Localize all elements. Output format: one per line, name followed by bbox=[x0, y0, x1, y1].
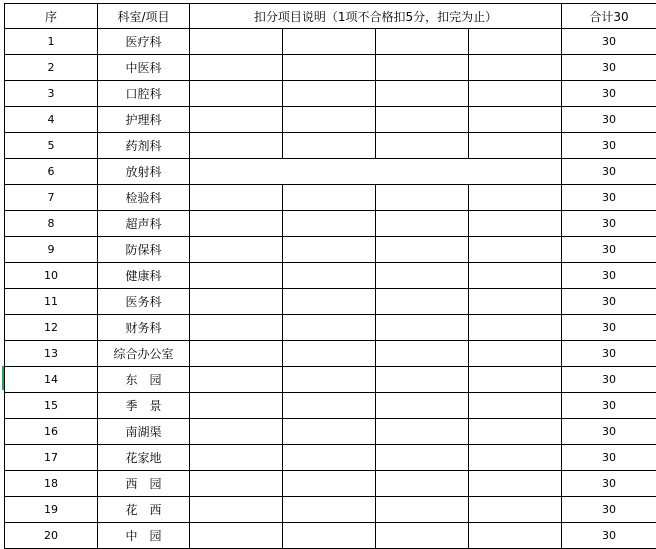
deduction-cell[interactable] bbox=[190, 497, 283, 523]
deduction-cell[interactable] bbox=[190, 315, 283, 341]
department-cell[interactable]: 超声科 bbox=[98, 211, 190, 237]
deduction-cell[interactable] bbox=[376, 263, 469, 289]
table-row bbox=[5, 341, 656, 367]
deduction-cell[interactable] bbox=[376, 367, 469, 393]
deduction-cell[interactable] bbox=[376, 393, 469, 419]
deduction-cell[interactable] bbox=[376, 315, 469, 341]
row-number-cell[interactable]: 11 bbox=[5, 289, 98, 315]
row-number-cell[interactable]: 13 bbox=[5, 341, 98, 367]
department-cell[interactable]: 中医科 bbox=[98, 55, 190, 81]
deduction-cell[interactable] bbox=[283, 133, 376, 159]
table-row bbox=[5, 393, 656, 419]
deduction-cell[interactable] bbox=[469, 367, 562, 393]
total-score-cell[interactable]: 30 bbox=[562, 237, 656, 263]
deduction-cell[interactable] bbox=[469, 237, 562, 263]
deduction-cell[interactable] bbox=[190, 393, 283, 419]
row-number-cell[interactable]: 12 bbox=[5, 315, 98, 341]
deduction-cell[interactable] bbox=[190, 419, 283, 445]
department-cell[interactable]: 健康科 bbox=[98, 263, 190, 289]
deduction-cell[interactable] bbox=[469, 133, 562, 159]
row-number-cell[interactable]: 9 bbox=[5, 237, 98, 263]
deduction-cell[interactable] bbox=[469, 185, 562, 211]
deduction-cell[interactable] bbox=[376, 237, 469, 263]
deduction-cell[interactable] bbox=[283, 341, 376, 367]
row-number-cell[interactable]: 14 bbox=[5, 367, 98, 393]
deduction-cell[interactable] bbox=[283, 497, 376, 523]
total-score-cell[interactable]: 30 bbox=[562, 419, 656, 445]
table-row bbox=[5, 315, 656, 341]
deduction-cell[interactable] bbox=[376, 445, 469, 471]
department-cell[interactable]: 东 园 bbox=[98, 367, 190, 393]
department-cell[interactable]: 花家地 bbox=[98, 445, 190, 471]
deduction-cell[interactable] bbox=[376, 133, 469, 159]
department-cell[interactable]: 财务科 bbox=[98, 315, 190, 341]
deduction-cell[interactable] bbox=[376, 289, 469, 315]
row-number-cell[interactable]: 3 bbox=[5, 81, 98, 107]
table-row bbox=[5, 29, 656, 55]
deduction-cell[interactable] bbox=[469, 107, 562, 133]
table-row bbox=[5, 211, 656, 237]
deduction-cell[interactable] bbox=[190, 185, 283, 211]
deduction-cell[interactable] bbox=[283, 289, 376, 315]
deduction-cell[interactable] bbox=[469, 289, 562, 315]
deduction-cell[interactable] bbox=[469, 341, 562, 367]
deduction-cell[interactable] bbox=[283, 263, 376, 289]
department-cell[interactable]: 护理科 bbox=[98, 107, 190, 133]
row-number-cell[interactable]: 19 bbox=[5, 497, 98, 523]
deduction-cell[interactable] bbox=[190, 289, 283, 315]
deduction-cell[interactable] bbox=[283, 211, 376, 237]
total-score-cell[interactable]: 30 bbox=[562, 263, 656, 289]
total-score-cell[interactable]: 30 bbox=[562, 523, 656, 549]
total-score-cell[interactable]: 30 bbox=[562, 393, 656, 419]
deduction-cell[interactable] bbox=[190, 29, 283, 55]
row-number-cell[interactable]: 17 bbox=[5, 445, 98, 471]
deduction-cell[interactable] bbox=[469, 29, 562, 55]
deduction-cell[interactable] bbox=[283, 81, 376, 107]
deduction-cell[interactable] bbox=[283, 523, 376, 549]
deduction-cell[interactable] bbox=[190, 107, 283, 133]
header-deduction: 扣分项目说明（1项不合格扣5分，扣完为止） bbox=[190, 4, 562, 29]
deduction-cell[interactable] bbox=[469, 419, 562, 445]
total-score-cell[interactable]: 30 bbox=[562, 29, 656, 55]
row-number-cell[interactable]: 1 bbox=[5, 29, 98, 55]
deduction-cell[interactable] bbox=[469, 497, 562, 523]
table-row bbox=[5, 81, 656, 107]
deduction-cell[interactable] bbox=[283, 393, 376, 419]
deduction-cell[interactable] bbox=[376, 471, 469, 497]
deduction-cell[interactable] bbox=[190, 341, 283, 367]
deduction-cell[interactable] bbox=[283, 107, 376, 133]
total-score-cell[interactable]: 30 bbox=[562, 159, 656, 185]
department-cell[interactable]: 季 景 bbox=[98, 393, 190, 419]
total-score-cell[interactable]: 30 bbox=[562, 367, 656, 393]
table-row bbox=[5, 55, 656, 81]
row-number-cell[interactable]: 7 bbox=[5, 185, 98, 211]
total-score-cell[interactable]: 30 bbox=[562, 107, 656, 133]
deduction-cell-merged[interactable] bbox=[190, 159, 562, 185]
deduction-cell[interactable] bbox=[376, 211, 469, 237]
header-dept: 科室/项目 bbox=[98, 4, 190, 29]
deduction-cell[interactable] bbox=[190, 523, 283, 549]
total-score-cell[interactable]: 30 bbox=[562, 55, 656, 81]
department-cell[interactable]: 西 园 bbox=[98, 471, 190, 497]
department-cell[interactable]: 花 西 bbox=[98, 497, 190, 523]
table-row bbox=[5, 289, 656, 315]
header-row bbox=[5, 4, 656, 29]
department-cell[interactable]: 医疗科 bbox=[98, 29, 190, 55]
deduction-cell[interactable] bbox=[376, 55, 469, 81]
department-cell[interactable]: 中 园 bbox=[98, 523, 190, 549]
department-cell[interactable]: 检验科 bbox=[98, 185, 190, 211]
table-row bbox=[5, 107, 656, 133]
deduction-cell[interactable] bbox=[469, 445, 562, 471]
deduction-cell[interactable] bbox=[469, 81, 562, 107]
deduction-cell[interactable] bbox=[376, 523, 469, 549]
deduction-table bbox=[4, 3, 656, 549]
total-score-cell[interactable]: 30 bbox=[562, 471, 656, 497]
total-score-cell[interactable]: 30 bbox=[562, 185, 656, 211]
deduction-cell[interactable] bbox=[283, 315, 376, 341]
deduction-cell[interactable] bbox=[283, 367, 376, 393]
deduction-cell[interactable] bbox=[283, 29, 376, 55]
deduction-cell[interactable] bbox=[376, 341, 469, 367]
table-row bbox=[5, 237, 656, 263]
deduction-cell[interactable] bbox=[190, 211, 283, 237]
table-row bbox=[5, 367, 656, 393]
row-number-cell[interactable]: 2 bbox=[5, 55, 98, 81]
department-cell[interactable]: 医务科 bbox=[98, 289, 190, 315]
department-cell[interactable]: 综合办公室 bbox=[98, 341, 190, 367]
table-row bbox=[5, 185, 656, 211]
table-row bbox=[5, 263, 656, 289]
deduction-cell[interactable] bbox=[190, 81, 283, 107]
deduction-cell[interactable] bbox=[469, 393, 562, 419]
table-row bbox=[5, 523, 656, 549]
deduction-cell[interactable] bbox=[190, 471, 283, 497]
department-cell[interactable]: 药剂科 bbox=[98, 133, 190, 159]
deduction-cell[interactable] bbox=[283, 419, 376, 445]
department-cell[interactable]: 口腔科 bbox=[98, 81, 190, 107]
header-seq: 序 bbox=[5, 4, 98, 29]
header-total: 合计30 bbox=[562, 4, 656, 29]
deduction-cell[interactable] bbox=[469, 263, 562, 289]
row-number-cell[interactable]: 16 bbox=[5, 419, 98, 445]
row-number-cell[interactable]: 4 bbox=[5, 107, 98, 133]
deduction-cell[interactable] bbox=[283, 55, 376, 81]
deduction-cell[interactable] bbox=[469, 315, 562, 341]
deduction-cell[interactable] bbox=[376, 107, 469, 133]
total-score-cell[interactable]: 30 bbox=[562, 211, 656, 237]
row-number-cell[interactable]: 8 bbox=[5, 211, 98, 237]
deduction-cell[interactable] bbox=[190, 55, 283, 81]
table-row bbox=[5, 497, 656, 523]
deduction-cell[interactable] bbox=[283, 185, 376, 211]
deduction-cell[interactable] bbox=[190, 445, 283, 471]
table-row bbox=[5, 159, 656, 185]
row-number-cell[interactable]: 15 bbox=[5, 393, 98, 419]
deduction-cell[interactable] bbox=[376, 497, 469, 523]
deduction-cell[interactable] bbox=[469, 55, 562, 81]
total-score-cell[interactable]: 30 bbox=[562, 315, 656, 341]
table-row bbox=[5, 471, 656, 497]
deduction-cell[interactable] bbox=[283, 471, 376, 497]
deduction-cell[interactable] bbox=[376, 419, 469, 445]
deduction-cell[interactable] bbox=[190, 263, 283, 289]
deduction-cell[interactable] bbox=[190, 367, 283, 393]
total-score-cell[interactable]: 30 bbox=[562, 81, 656, 107]
total-score-cell[interactable]: 30 bbox=[562, 445, 656, 471]
deduction-cell[interactable] bbox=[190, 133, 283, 159]
deduction-cell[interactable] bbox=[283, 237, 376, 263]
deduction-cell[interactable] bbox=[469, 523, 562, 549]
deduction-cell[interactable] bbox=[469, 471, 562, 497]
row-number-cell[interactable]: 10 bbox=[5, 263, 98, 289]
table-row bbox=[5, 419, 656, 445]
deduction-cell[interactable] bbox=[376, 81, 469, 107]
deduction-cell[interactable] bbox=[376, 185, 469, 211]
department-cell[interactable]: 放射科 bbox=[98, 159, 190, 185]
deduction-cell[interactable] bbox=[376, 29, 469, 55]
deduction-cell[interactable] bbox=[469, 211, 562, 237]
deduction-cell[interactable] bbox=[283, 445, 376, 471]
total-score-cell[interactable]: 30 bbox=[562, 289, 656, 315]
total-score-cell[interactable]: 30 bbox=[562, 341, 656, 367]
row-number-cell[interactable]: 6 bbox=[5, 159, 98, 185]
row-number-cell[interactable]: 18 bbox=[5, 471, 98, 497]
table-row bbox=[5, 133, 656, 159]
total-score-cell[interactable]: 30 bbox=[562, 497, 656, 523]
table-row bbox=[5, 445, 656, 471]
row-number-cell[interactable]: 20 bbox=[5, 523, 98, 549]
deduction-cell[interactable] bbox=[190, 237, 283, 263]
department-cell[interactable]: 防保科 bbox=[98, 237, 190, 263]
department-cell[interactable]: 南湖渠 bbox=[98, 419, 190, 445]
row-number-cell[interactable]: 5 bbox=[5, 133, 98, 159]
total-score-cell[interactable]: 30 bbox=[562, 133, 656, 159]
